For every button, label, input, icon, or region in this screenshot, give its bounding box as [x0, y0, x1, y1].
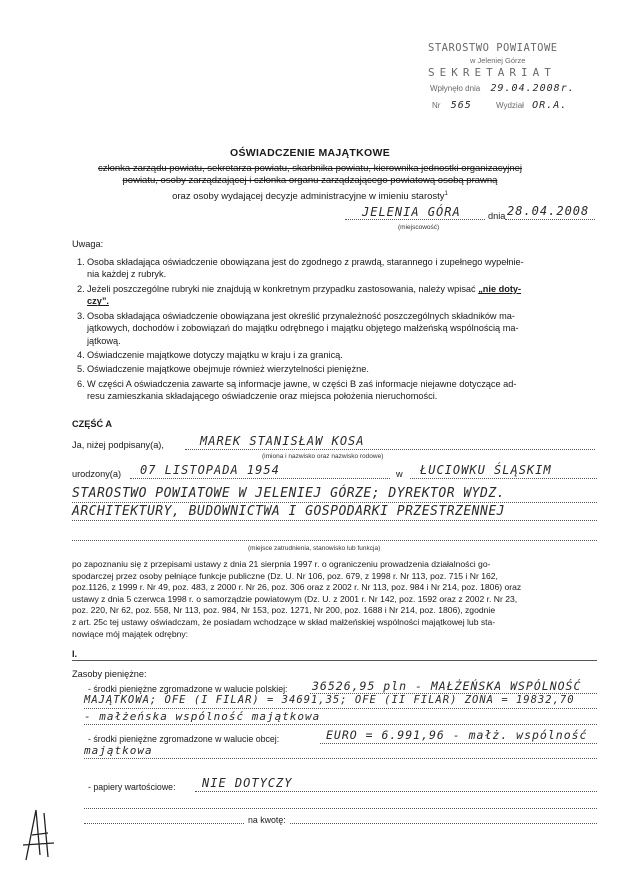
place-value: JELENIA GÓRA	[362, 205, 461, 219]
foreign-hw-2: majątkowa	[84, 744, 153, 757]
pln-hw-3: - małżeńska wspólność majątkowa	[84, 710, 321, 723]
born-place: ŁUCIOWKU ŚLĄSKIM	[420, 463, 552, 477]
document-title: OŚWIADCZENIE MAJĄTKOWE	[229, 147, 390, 159]
stamp-no-label: Nr	[432, 101, 441, 110]
law-text-line-5: poz. 220, Nr 62, poz. 558, Nr 113, poz. 984, Nr 153, poz. 1271, Nr 200, poz. 1688 i Nr 214, poz. 1806), zgodnie	[72, 605, 496, 616]
footnote-mark: 1	[444, 191, 448, 197]
uwaga-item-2-text2: czy”.	[87, 296, 109, 307]
signature-initials	[18, 805, 58, 870]
uwaga-item-3	[77, 310, 597, 347]
header-line-1-text: członka zarządu powiatu, sekretarza powiatu, skarbnika powiatu, kierownika jednostki organizacyjnej	[97, 163, 523, 174]
law-text-line-7: nowiące mój majątek odrębny:	[72, 628, 189, 639]
law-text-line-2: spodarczej przez osoby pełniące funkcje publiczne (Dz. U. Nr 106, poz. 679, z 1998 r. Nr 113, poz. 715 i Nr 162,	[72, 570, 498, 581]
part-a-heading: CZĘŚĆ A	[72, 419, 112, 429]
stamp-location: w Jeleniej Górze	[470, 56, 526, 65]
name-caption: (imiona i nazwisko oraz nazwisko rodowe)	[262, 453, 384, 460]
pln-label: - środki pieniężne zgromadzone w walucie polskiej:	[88, 684, 288, 694]
securities-value: NIE DOTYCZY	[202, 776, 293, 790]
uwaga-item-5-number: 5.	[77, 364, 85, 374]
pln-hw-1: 36526,95 pln - MAŁŻEŃSKA WSPÓLNOŚĆ	[312, 679, 582, 693]
uwaga-item-6	[77, 378, 597, 403]
date-label: dnia	[488, 211, 506, 221]
zasoby-heading: Zasoby pieniężne:	[72, 669, 147, 679]
foreign-label: - środki pieniężne zgromadzone w walucie obcej:	[88, 734, 280, 744]
place-caption: (miejscowość)	[398, 224, 440, 231]
uwaga-item-4-number: 4.	[77, 350, 85, 360]
stamp-no-value: 565	[450, 100, 472, 111]
law-text-line-3: poz.1126, z 1999 r. Nr 49, poz. 483, z 2000 r. Nr 26, poz. 306 oraz z 2002 r. Nr 113, poz. 984 i Nr 214, poz. 1806) oraz	[72, 582, 522, 593]
stamp-dept: SEKRETARIAT	[428, 66, 556, 79]
stamp-received	[430, 83, 575, 94]
born-label: urodzony(a)	[72, 469, 122, 479]
uwaga-item-1-text: Osoba składająca oświadczenie obowiązana jest do zgodnego z prawdą, starannego i zupełnego wypełnie-	[87, 257, 524, 267]
securities-label: - papiery wartościowe:	[88, 782, 176, 792]
uwaga-item-6-text2: resu zamieszkania składającego oświadczenie oraz miejsca położenia nieruchomości.	[87, 391, 438, 402]
uwaga-item-4-text: Oświadczenie majątkowe dotyczy majątku w kraju i za granicą.	[87, 350, 343, 360]
uwaga-item-3-text: Osoba składająca oświadczenie obowiązana jest określić przynależność poszczególnych składników ma-	[87, 311, 515, 321]
header-line-2	[60, 175, 560, 187]
law-text	[72, 559, 602, 640]
uwaga-item-6-number: 6.	[77, 379, 85, 389]
uwaga-item-1	[77, 256, 597, 281]
stamp-received-date: 29.04.2008r.	[490, 83, 575, 94]
employment-line-2: ARCHITEKTURY, BUDOWNICTWA I GOSPODARKI PRZESTRZENNEJ	[72, 504, 505, 519]
header-line-3	[60, 188, 560, 203]
section-divider	[72, 660, 597, 661]
uwaga-item-5-text: Oświadczenie majątkowe obejmuje również wierzytelności pieniężne.	[87, 364, 369, 374]
pln-hw-2: MAJĄTKOWA; OFE (I FILAR) = 34691,35; OFE (II FILAR) ZONA = 19832,70	[84, 694, 575, 706]
stamp-dept-label: Wydział	[495, 101, 524, 110]
name-value: MAREK STANISŁAW KOSA	[200, 434, 365, 448]
uwaga-item-6-text: W części A oświadczenia zawarte są informacje jawne, w części B zaś informacje niejawne dotyczące ad-	[87, 379, 517, 389]
uwaga-item-2-quote: „nie doty-	[478, 284, 522, 294]
uwaga-item-3-number: 3.	[77, 311, 85, 321]
uwaga-item-5	[77, 363, 597, 375]
stamp-office: STAROSTWO POWIATOWE	[428, 42, 558, 54]
header-line-3-text: oraz osoby wydającej decyzje administracyjne w imieniu starosty	[172, 191, 445, 203]
date-value: 28.04.2008	[507, 204, 590, 218]
stamp-received-label: Wpłynęło dnia	[430, 84, 481, 93]
born-date: 07 LISTOPADA 1954	[140, 463, 280, 477]
employment-caption: (miejsce zatrudnienia, stanowisko lub funkcja)	[248, 545, 381, 552]
foreign-hw-1: EURO = 6.991,96 - małż. wspólność	[326, 728, 588, 742]
law-text-line-4: ustawy z dnia 5 czerwca 1998 r. o samorządzie powiatowym (Dz. U. z 2001 r. Nr 142, poz. 1592 oraz z 2002 r. Nr 23,	[72, 593, 518, 604]
uwaga-item-1-number: 1.	[77, 257, 85, 267]
uwaga-heading: Uwaga:	[72, 239, 104, 249]
uwaga-item-2-text: Jeżeli poszczególne rubryki nie znajdują w konkretnym przypadku zastosowania, należy wpisać	[87, 284, 476, 294]
uwaga-item-3-text2: jątkowych, dochodów i zobowiązań do majątku odrębnego i majątku objętego małżeńską wspólnością ma-	[87, 323, 519, 334]
section-1-roman: I.	[72, 649, 78, 659]
registry-stamp	[418, 38, 583, 128]
uwaga-item-2	[77, 283, 597, 308]
stamp-numbers	[432, 100, 567, 111]
name-label: Ja, niżej podpisany(a),	[72, 440, 164, 450]
amount-label: na kwotę:	[248, 815, 286, 825]
header-line-2-text: powiatu, osoby zarządzającej i członka organu zarządzającego powiatową osobą prawną	[122, 175, 498, 186]
stamp-dept-value: OR.A.	[532, 100, 568, 111]
header-line-1	[60, 163, 560, 175]
born-w: w	[396, 469, 403, 479]
uwaga-item-2-number: 2.	[77, 284, 85, 294]
employment-line-1: STAROSTWO POWIATOWE W JELENIEJ GÓRZE; DYREKTOR WYDZ.	[72, 486, 505, 501]
uwaga-item-3-text3: jątkową.	[87, 335, 121, 346]
uwaga-item-1-text2: nia każdej z rubryk.	[87, 269, 167, 280]
law-text-line-6: z art. 25c tej ustawy oświadczam, że posiadam wchodzące w skład małżeńskiej wspólności majątkowej lub sta-	[72, 616, 496, 627]
law-text-line-1: po zapoznaniu się z przepisami ustawy z dnia 21 sierpnia 1997 r. o ograniczeniu prowadzenia działalności go-	[72, 559, 491, 569]
uwaga-item-4	[77, 349, 597, 361]
